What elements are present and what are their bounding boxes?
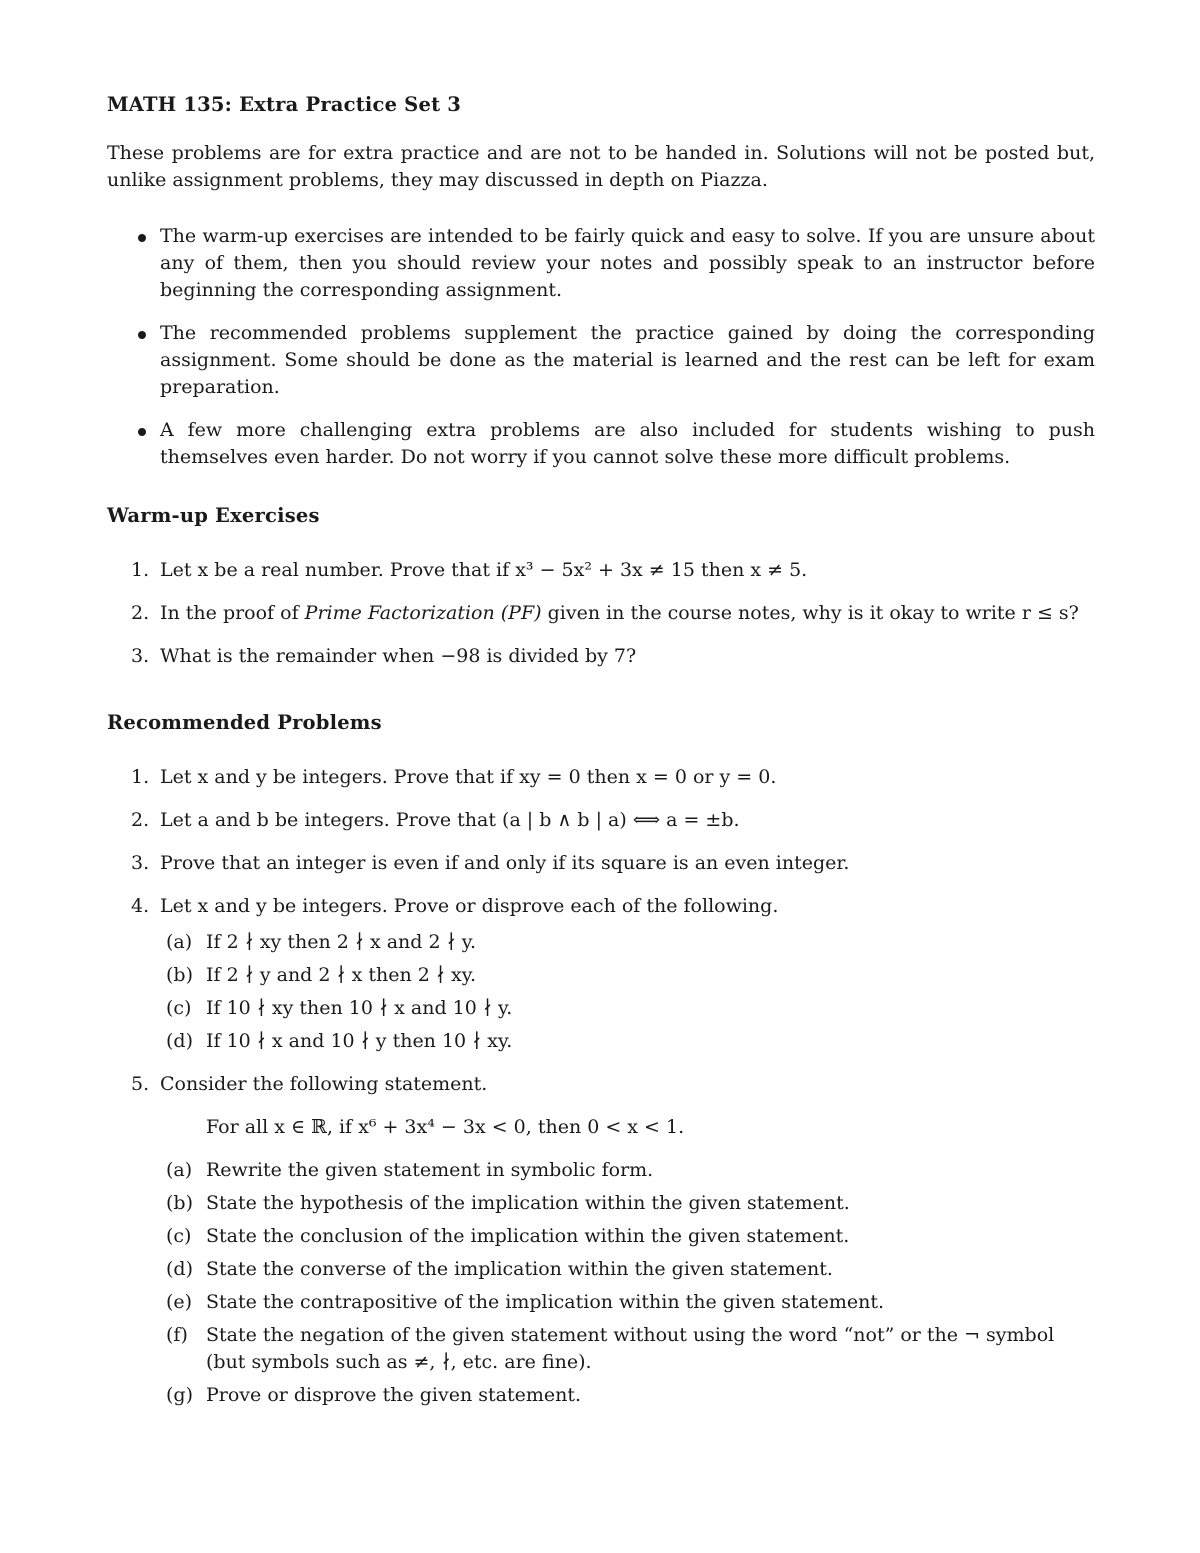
- sub-item-letter: (c): [166, 1225, 192, 1247]
- sub-item-text: If 2 ∤ y and 2 ∤ x then 2 ∤ xy.: [206, 964, 477, 986]
- sub-item-text: Prove or disprove the given statement.: [206, 1384, 581, 1406]
- guidance-text: The warm-up exercises are intended to be fairly quick and easy to solve. If you are unsure about any of them, then you should review your notes and possibly speak to an instructor before beginning the corresponding assignment.: [160, 225, 1095, 301]
- item-text: Let a and b be integers. Prove that (a | b ∧ b | a) ⟺ a = ±b.: [160, 809, 740, 831]
- sub-item-letter: (d): [166, 1030, 193, 1052]
- item-text-post: given in the course notes, why is it okay to write r ≤ s?: [541, 602, 1079, 624]
- item-text: Let x be a real number. Prove that if x³ − 5x² + 3x ≠ 15 then x ≠ 5.: [160, 559, 808, 581]
- guidance-item-warmup: [107, 223, 1095, 304]
- guidance-item-recommended: [107, 320, 1095, 401]
- sub-item-letter: (f): [166, 1324, 188, 1346]
- sub-item-letter: (b): [166, 964, 193, 986]
- recommended-item-4: [107, 893, 1095, 1055]
- sub-item: [160, 1322, 1095, 1376]
- bullet-icon: [138, 428, 146, 436]
- sub-item-text: State the conclusion of the implication within the given statement.: [206, 1225, 850, 1247]
- sub-item-text: State the hypothesis of the implication within the given statement.: [206, 1192, 850, 1214]
- sub-item: [160, 962, 1095, 989]
- warmup-item-3: [107, 643, 1095, 670]
- sub-item-text: State the contrapositive of the implication within the given statement.: [206, 1291, 885, 1313]
- sub-item-letter: (g): [166, 1384, 193, 1406]
- statement-display: For all x ∈ ℝ, if x⁶ + 3x⁴ − 3x < 0, then 0 < x < 1.: [206, 1116, 685, 1138]
- warmup-item-1: [107, 557, 1095, 584]
- sub-item: [160, 1028, 1095, 1055]
- bullet-icon: [138, 234, 146, 242]
- recommended-list: [107, 764, 1095, 1409]
- recommended-item-3: [107, 850, 1095, 877]
- sub-item-letter: (a): [166, 931, 193, 953]
- sub-item: [160, 1190, 1095, 1217]
- item-number: 2.: [131, 809, 150, 831]
- item-text: Let x and y be integers. Prove or disprove each of the following.: [160, 895, 779, 917]
- guidance-text: The recommended problems supplement the practice gained by doing the corresponding assignment. Some should be done as the material is learned and the rest can be left for exam preparation.: [160, 322, 1095, 398]
- item-number: 3.: [131, 852, 150, 874]
- warmup-list: [107, 557, 1095, 670]
- item-text: Prove that an integer is even if and only if its square is an even integer.: [160, 852, 850, 874]
- recommended-item-2: [107, 807, 1095, 834]
- sub-item-letter: (e): [166, 1291, 193, 1313]
- sub-item: [160, 1256, 1095, 1283]
- sub-item-text: State the converse of the implication within the given statement.: [206, 1258, 833, 1280]
- item-text: Consider the following statement.: [160, 1073, 488, 1095]
- recommended-heading: Recommended Problems: [107, 711, 382, 734]
- warmup-item-2: [107, 600, 1095, 627]
- item-text-emphasis: Prime Factorization (PF): [304, 602, 542, 624]
- item-number: 3.: [131, 645, 150, 667]
- recommended-item-5: [107, 1071, 1095, 1409]
- guidance-list: [107, 223, 1095, 471]
- document-page: [107, 88, 1095, 1425]
- sub-item-text: If 10 ∤ xy then 10 ∤ x and 10 ∤ y.: [206, 997, 513, 1019]
- sub-item-letter: (a): [166, 1159, 193, 1181]
- sub-item-text: If 2 ∤ xy then 2 ∤ x and 2 ∤ y.: [206, 931, 477, 953]
- sub-list: [160, 929, 1095, 1055]
- sub-item: [160, 1382, 1095, 1409]
- item-text: What is the remainder when −98 is divided by 7?: [160, 645, 637, 667]
- sub-item-text: State the negation of the given statement without using the word “not” or the ¬ symbol (but symbols such as ≠, ∤, etc. are fine).: [206, 1324, 1055, 1373]
- sub-list: [160, 1157, 1095, 1409]
- item-number: 1.: [131, 766, 150, 788]
- sub-item-letter: (b): [166, 1192, 193, 1214]
- sub-item: [160, 1223, 1095, 1250]
- page-title: MATH 135: Extra Practice Set 3: [107, 93, 462, 116]
- item-text: Let x and y be integers. Prove that if xy = 0 then x = 0 or y = 0.: [160, 766, 777, 788]
- sub-item-letter: (d): [166, 1258, 193, 1280]
- item-number: 2.: [131, 602, 150, 624]
- sub-item: [160, 929, 1095, 956]
- item-number: 1.: [131, 559, 150, 581]
- warmup-heading: Warm-up Exercises: [107, 504, 320, 527]
- guidance-item-challenging: [107, 417, 1095, 471]
- recommended-item-1: [107, 764, 1095, 791]
- sub-item-text: If 10 ∤ x and 10 ∤ y then 10 ∤ xy.: [206, 1030, 513, 1052]
- item-number: 4.: [131, 895, 150, 917]
- sub-item: [160, 995, 1095, 1022]
- sub-item: [160, 1157, 1095, 1184]
- guidance-text: A few more challenging extra problems are also included for students wishing to push themselves even harder. Do not worry if you cannot solve these more difficult problems.: [160, 419, 1095, 468]
- sub-item: [160, 1289, 1095, 1316]
- item-text-pre: In the proof of: [160, 602, 305, 624]
- intro-paragraph: These problems are for extra practice and are not to be handed in. Solutions will not be posted but, unlike assignment problems, they may discussed in depth on Piazza.: [107, 142, 1095, 191]
- sub-item-text: Rewrite the given statement in symbolic form.: [206, 1159, 654, 1181]
- item-number: 5.: [131, 1073, 150, 1095]
- bullet-icon: [138, 331, 146, 339]
- sub-item-letter: (c): [166, 997, 192, 1019]
